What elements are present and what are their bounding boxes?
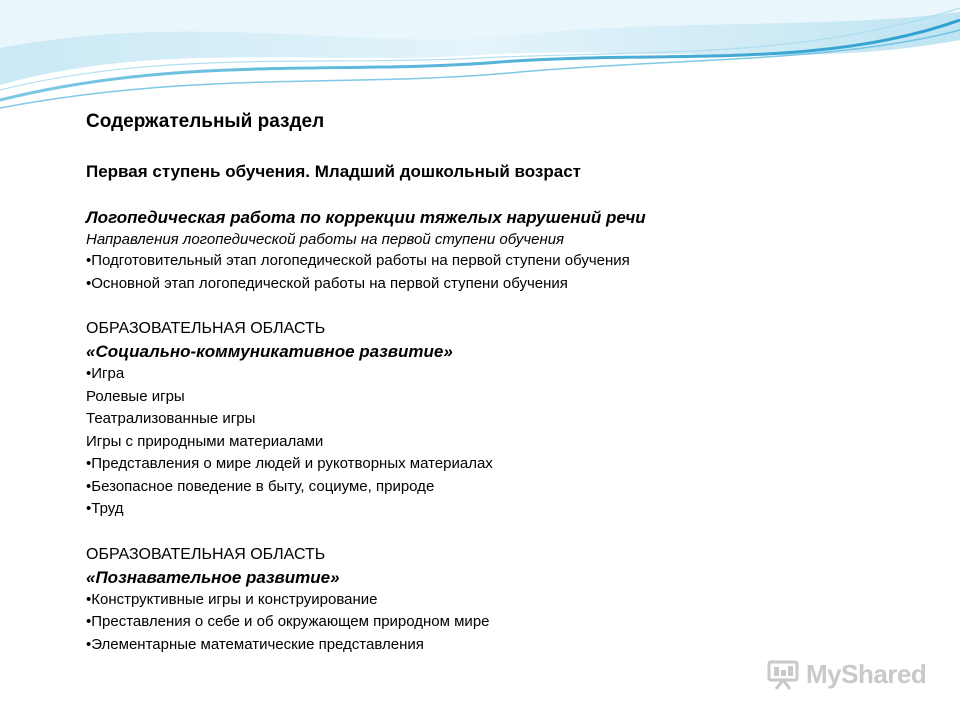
- myshared-watermark: [766, 656, 926, 692]
- slide-title: Содержательный раздел: [86, 111, 325, 132]
- list-item: •Подготовительный этап логопедической работы на первой ступени обучения: [86, 252, 630, 269]
- watermark-text: MyShared: [806, 658, 927, 689]
- slide-subtitle: Первая ступень обучения. Младший дошкольный возраст: [86, 162, 581, 181]
- list-item: •Основной этап логопедической работы на первой ступени обучения: [86, 274, 568, 292]
- area-label: ОБРАЗОВАТЕЛЬНАЯ ОБЛАСТЬ: [86, 320, 326, 337]
- list-item: •Безопасное поведение в быту, социуме, природе: [86, 477, 435, 495]
- list-item: •Представления о мире людей и рукотворных материалах: [86, 455, 493, 472]
- list-item: •Конструктивные игры и конструирование: [86, 590, 378, 608]
- area-name: «Познавательное развитие»: [86, 567, 340, 587]
- list-item: •Игра: [86, 365, 125, 382]
- section-speech-therapy-directions: Направления логопедической работы на первой ступени обучения: [86, 231, 565, 248]
- section-speech-therapy-heading: Логопедическая работа по коррекции тяжелых нарушений речи: [86, 208, 646, 227]
- header-wave-decoration: [0, 0, 960, 120]
- slide-content: [86, 108, 926, 656]
- area-name: «Социально-коммуникативное развитие»: [86, 342, 453, 361]
- presentation-board-icon: [766, 657, 800, 691]
- area-label: ОБРАЗОВАТЕЛЬНАЯ ОБЛАСТЬ: [86, 545, 326, 563]
- list-item: •Элементарные математические представления: [86, 635, 424, 653]
- list-item: Игры с природными материалами: [86, 432, 324, 450]
- list-item: Театрализованные игры: [86, 410, 256, 427]
- list-item: Ролевые игры: [86, 387, 185, 405]
- list-item: •Труд: [86, 500, 124, 517]
- list-item: •Преставления о себе и об окружающем природном мире: [86, 613, 490, 630]
